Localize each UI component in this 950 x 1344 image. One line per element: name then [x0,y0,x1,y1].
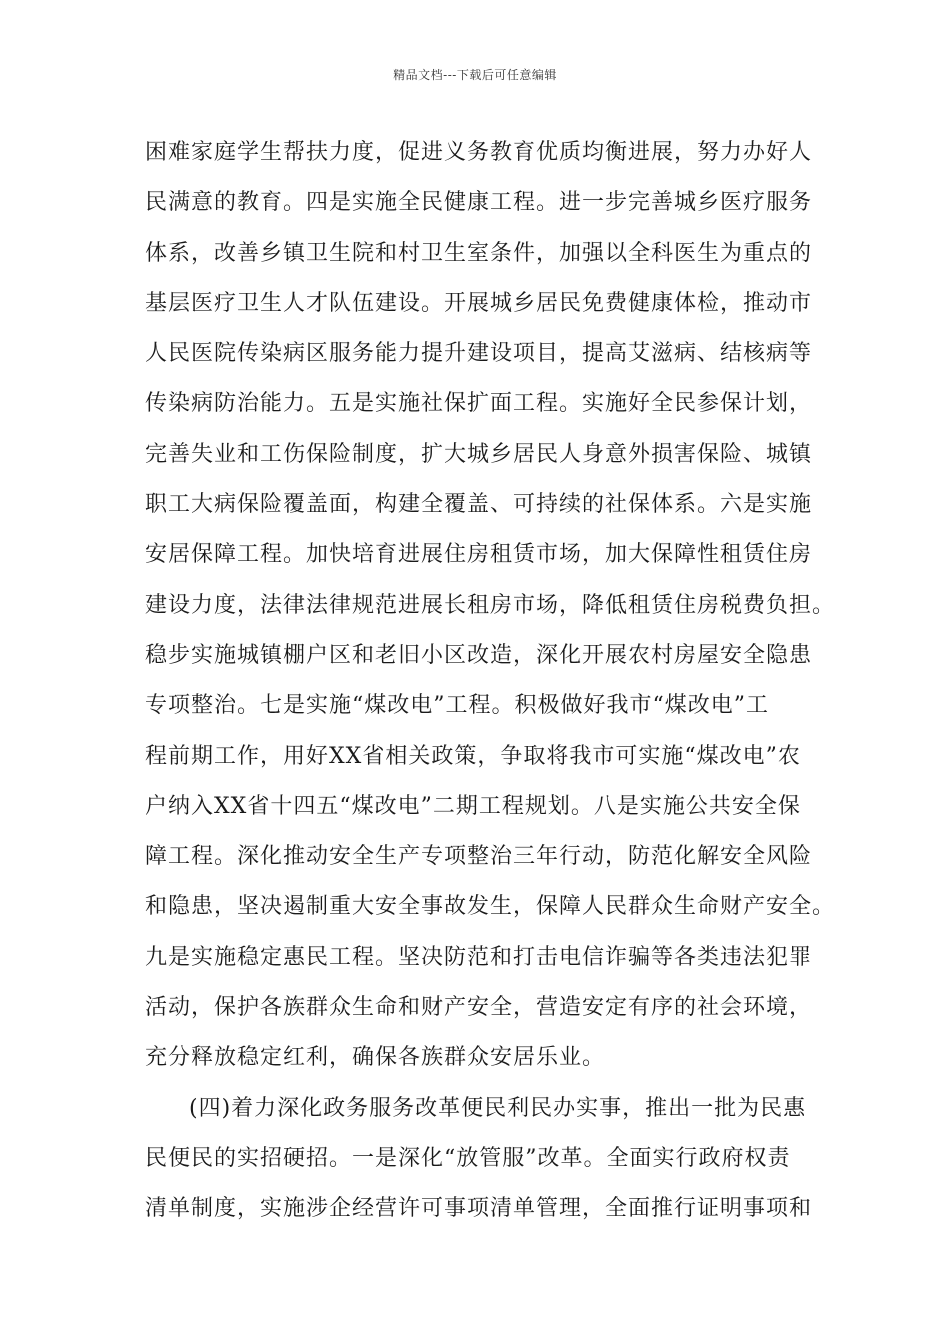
text-line: 安居保障工程。加快培育进展住房租赁市场，加大保障性租赁住房 [145,542,813,568]
text-line: 稳步实施城镇棚户区和老旧小区改造，深化开展农村房屋安全隐患 [145,642,813,668]
text-line: 民便民的实招硬招。一是深化“放管服”改革。全面实行政府权责 [145,1145,791,1171]
text-line: 完善失业和工伤保险制度，扩大城乡居民人身意外损害保险、城镇 [145,441,813,467]
page-header: 精品文档---下载后可任意编辑 [393,68,557,82]
text-line: 程前期工作，用好XX省相关政策，争取将我市可实施“煤改电”农 [145,743,801,769]
text-line: 基层医疗卫生人才队伍建设。开展城乡居民免费健康体检，推动市 [145,290,813,316]
text-line: 障工程。深化推动安全生产专项整治三年行动，防范化解安全风险 [145,844,813,870]
text-line: 充分释放稳定红利，确保各族群众安居乐业。 [145,1045,606,1071]
document-body [145,128,836,1235]
text-line: 人民医院传染病区服务能力提升建设项目，提高艾滋病、结核病等 [145,341,813,367]
text-line: 户纳入XX省十四五“煤改电”二期工程规划。八是实施公共安全保 [145,793,801,819]
text-line: 和隐患，坚决遏制重大安全事故发生，保障人民群众生命财产安全。 [145,894,836,920]
text-line: 职工大病保险覆盖面，构建全覆盖、可持续的社保体系。六是实施 [145,492,813,518]
paragraph-start-line: (四)着力深化政务服务改革便民利民办实事，推出一批为民惠 [189,1095,807,1121]
text-line: 清单制度，实施涉企经营许可事项清单管理，全面推行证明事项和 [145,1196,813,1222]
text-line: 民满意的教育。四是实施全民健康工程。进一步完善城乡医疗服务 [145,190,813,216]
text-line: 困难家庭学生帮扶力度，促进义务教育优质均衡进展，努力办好人 [145,140,813,165]
text-line: 体系，改善乡镇卫生院和村卫生室条件，加强以全科医生为重点的 [145,240,813,266]
text-line: 活动，保护各族群众生命和财产安全，营造安定有序的社会环境， [145,995,813,1021]
text-line: 传染病防治能力。五是实施社保扩面工程。实施好全民参保计划， [145,391,813,417]
text-line: 建设力度，法律法律规范进展长租房市场，降低租赁住房税费负担。 [145,592,836,618]
text-line: 九是实施稳定惠民工程。坚决防范和打击电信诈骗等各类违法犯罪 [145,944,813,970]
text-line: 专项整治。七是实施“煤改电”工程。积极做好我市“煤改电”工 [145,693,769,719]
